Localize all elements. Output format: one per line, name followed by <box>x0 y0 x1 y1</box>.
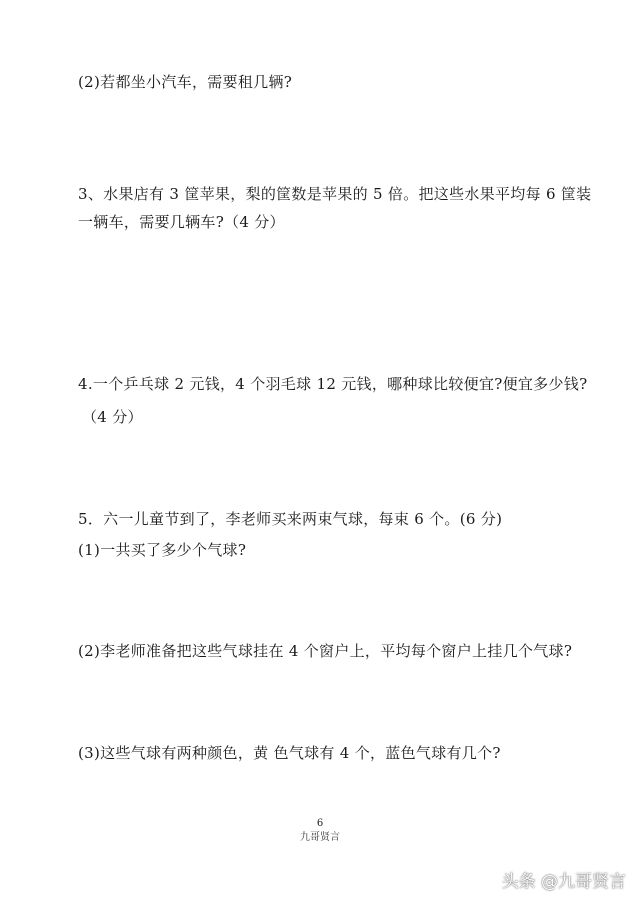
footer-author: 九哥贤言 <box>300 832 340 843</box>
question-3-line-1: 3、水果店有 3 筐苹果，梨的筐数是苹果的 5 倍。把这些水果平均每 6 筐装 <box>78 185 592 203</box>
question-5-line-1: 5．六一儿童节到了，李老师买来两束气球，每束 6 个。(6 分) <box>78 510 503 528</box>
question-5-part-1: (1)一共买了多少个气球? <box>78 541 247 559</box>
watermark: 头条 @九哥贤言 <box>501 872 626 892</box>
question-5-part-2: (2)李老师准备把这些气球挂在 4 个窗户上，平均每个窗户上挂几个气球? <box>78 642 573 660</box>
question-2-part-2: (2)若都坐小汽车，需要租几辆? <box>78 73 293 91</box>
question-4-line-2: （4 分） <box>82 408 143 426</box>
question-4-line-1: 4.一个乒乓球 2 元钱，4 个羽毛球 12 元钱，哪种球比较便宜?便宜多少钱? <box>78 375 588 393</box>
question-3-line-2: 一辆车，需要几辆车?（4 分） <box>78 213 285 231</box>
question-5-part-3: (3)这些气球有两种颜色，黄 色气球有 4 个，蓝色气球有几个? <box>78 744 501 762</box>
page-number: 6 <box>316 818 324 829</box>
